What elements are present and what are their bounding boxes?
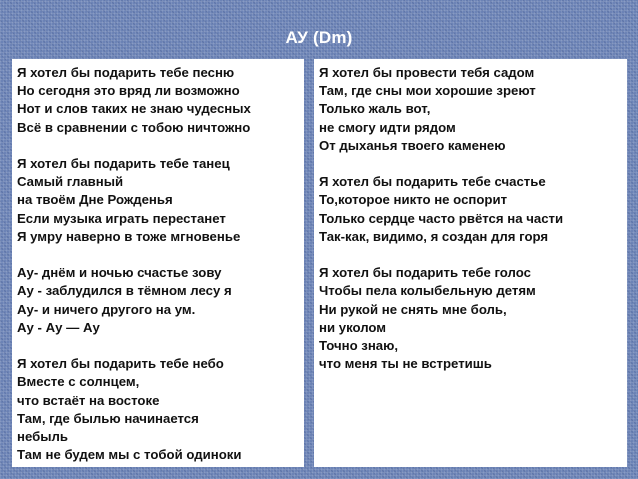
lyric-line: Там не будем мы с тобой одиноки <box>17 447 242 463</box>
stanza-gap <box>319 155 623 173</box>
lyric-line: Я хотел бы подарить тебе небо <box>17 356 224 372</box>
stanza-gap <box>17 137 300 155</box>
lyric-line: Если музыка играть перестанет <box>17 210 226 226</box>
lyric-line: Самый главный <box>17 174 124 190</box>
chorus-line: Ау- днём и ночью счастье зову <box>17 265 222 281</box>
lyric-line: Всё в сравнении с тобою ничтожно <box>17 119 251 135</box>
lyric-line: Там, где былью начинается <box>17 410 199 426</box>
lyric-line: ни уколом <box>319 319 387 335</box>
lyric-line: на твоём Дне Рожденья <box>17 192 173 208</box>
lyric-line: Точно знаю, <box>319 338 399 354</box>
lyric-line: Я хотел бы подарить тебе голос <box>319 265 531 281</box>
lyric-line: Я хотел бы подарить тебе песню <box>17 65 235 80</box>
lyric-line: Нот и слов таких не знаю чудесных <box>17 101 251 117</box>
lyric-line: Но сегодня это вряд ли возможно <box>17 83 240 99</box>
slide-title: АУ (Dm) <box>285 28 353 47</box>
stanza-gap <box>17 246 300 264</box>
lyric-line: Там, где сны мои хорошие зреют <box>319 83 536 99</box>
lyric-line: Так-как, видимо, я создан для горя <box>319 228 549 244</box>
lyric-line: Я хотел бы подарить тебе счастье <box>319 174 546 190</box>
lyric-line: что меня ты не встретишь <box>319 356 492 372</box>
chorus-line: Ау - заблудился в тёмном лесу я <box>17 283 232 299</box>
lyric-line: Чтобы пела колыбельную детям <box>319 283 536 299</box>
chorus-line: Ау- и ничего другого на ум. <box>17 301 196 317</box>
stanza-gap <box>319 246 623 264</box>
lyric-line: небыль <box>17 429 69 445</box>
lyric-line: не смогу идти рядом <box>319 119 456 135</box>
lyrics-right-column <box>314 59 627 467</box>
lyric-line: Только сердце часто рвётся на части <box>319 210 564 226</box>
lyric-line: Я умру наверно в тоже мгновенье <box>17 228 241 244</box>
lyric-line: Я хотел бы провести тебя садом <box>319 65 535 80</box>
lyric-line: От дыханья твоего каменею <box>319 137 506 153</box>
lyric-line: что встаёт на востоке <box>17 392 160 408</box>
lyric-line: То,которое никто не оспорит <box>319 192 508 208</box>
chorus-line: Ау - Ау — Ау <box>17 319 100 335</box>
lyric-line: Вместе с солнцем, <box>17 374 140 390</box>
stanza-gap <box>17 337 300 355</box>
lyric-line: Только жаль вот, <box>319 101 431 117</box>
lyric-line: Я хотел бы подарить тебе танец <box>17 156 230 171</box>
lyric-line: Ни рукой не снять мне боль, <box>319 301 507 317</box>
lyrics-left-column <box>12 59 304 467</box>
